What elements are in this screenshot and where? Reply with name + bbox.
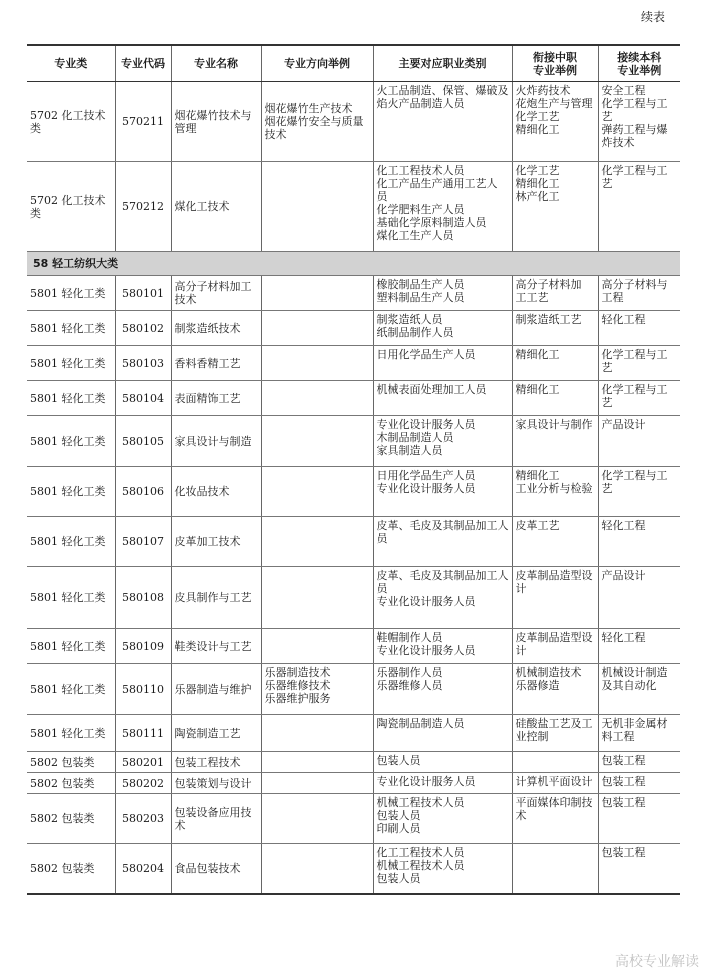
table-row	[27, 416, 680, 467]
category-cell: 5801 轻化工类	[27, 276, 115, 311]
col-secondary-header: 衔接中职 专业举例	[512, 45, 598, 82]
occupation-cell: 专业化设计服务人员 木制品制造人员 家具制造人员	[373, 416, 512, 467]
undergrad-major-cell: 化学工程与工 艺	[598, 346, 680, 381]
occupation-cell: 皮革、毛皮及其制品加工人 员	[373, 517, 512, 567]
category-cell: 5802 包装类	[27, 752, 115, 773]
occupation-cell: 日用化学品生产人员	[373, 346, 512, 381]
direction-cell	[261, 794, 373, 844]
code-cell: 580109	[115, 629, 171, 664]
category-cell: 5801 轻化工类	[27, 517, 115, 567]
code-cell: 580204	[115, 844, 171, 894]
category-cell: 5801 轻化工类	[27, 567, 115, 629]
category-cell: 5802 包装类	[27, 844, 115, 894]
code-cell: 580101	[115, 276, 171, 311]
undergrad-major-cell: 轻化工程	[598, 517, 680, 567]
table-row	[27, 162, 680, 252]
continued-label: 续表	[640, 10, 665, 24]
table-row	[27, 567, 680, 629]
code-cell: 580105	[115, 416, 171, 467]
name-cell: 煤化工技术	[171, 162, 261, 252]
undergrad-major-cell: 化学工程与工 艺	[598, 467, 680, 517]
table-row	[27, 629, 680, 664]
direction-cell	[261, 773, 373, 794]
occupation-cell: 制浆造纸人员 纸制品制作人员	[373, 311, 512, 346]
category-cell: 5801 轻化工类	[27, 381, 115, 416]
category-cell: 5702 化工技术类	[27, 82, 115, 162]
table-row	[27, 381, 680, 416]
undergrad-major-cell: 包装工程	[598, 794, 680, 844]
undergrad-major-cell: 包装工程	[598, 752, 680, 773]
name-cell: 包装策划与设计	[171, 773, 261, 794]
occupation-cell: 橡胶制品生产人员 塑料制品生产人员	[373, 276, 512, 311]
undergrad-major-cell: 安全工程 化学工程与工 艺 弹药工程与爆 炸技术	[598, 82, 680, 162]
secondary-major-cell: 计算机平面设计	[512, 773, 598, 794]
code-cell: 580203	[115, 794, 171, 844]
name-cell: 香料香精工艺	[171, 346, 261, 381]
secondary-major-cell: 皮革制品造型设 计	[512, 567, 598, 629]
col-occupation-header: 主要对应职业类别	[373, 45, 512, 82]
secondary-major-cell	[512, 844, 598, 894]
table-row	[27, 276, 680, 311]
name-cell: 烟花爆竹技术与管理	[171, 82, 261, 162]
undergrad-major-cell: 包装工程	[598, 844, 680, 894]
direction-cell	[261, 517, 373, 567]
category-cell: 5801 轻化工类	[27, 715, 115, 752]
code-cell: 580104	[115, 381, 171, 416]
secondary-major-cell: 家具设计与制作	[512, 416, 598, 467]
undergrad-major-cell: 高分子材料与 工程	[598, 276, 680, 311]
name-cell: 表面精饰工艺	[171, 381, 261, 416]
direction-cell	[261, 629, 373, 664]
undergrad-major-cell: 产品设计	[598, 567, 680, 629]
secondary-major-cell: 火炸药技术 花炮生产与管理 化学工艺 精细化工	[512, 82, 598, 162]
occupation-cell: 陶瓷制品制造人员	[373, 715, 512, 752]
secondary-major-cell: 精细化工 工业分析与检验	[512, 467, 598, 517]
category-cell: 5801 轻化工类	[27, 416, 115, 467]
table-row	[27, 844, 680, 894]
code-cell: 580110	[115, 664, 171, 715]
table-row	[27, 82, 680, 162]
name-cell: 陶瓷制造工艺	[171, 715, 261, 752]
occupation-cell: 专业化设计服务人员	[373, 773, 512, 794]
secondary-major-cell: 制浆造纸工艺	[512, 311, 598, 346]
secondary-major-cell: 皮革制品造型设 计	[512, 629, 598, 664]
col-undergrad-header: 接续本科 专业举例	[598, 45, 680, 82]
occupation-cell: 火工品制造、保管、爆破及 焰火产品制造人员	[373, 82, 512, 162]
major-catalog-table	[27, 44, 680, 895]
watermark-text: 高校专业解读	[615, 954, 699, 970]
direction-cell: 烟花爆竹生产技术 烟花爆竹安全与质量 技术	[261, 82, 373, 162]
undergrad-major-cell: 轻化工程	[598, 629, 680, 664]
undergrad-major-cell: 机械设计制造 及其自动化	[598, 664, 680, 715]
code-cell: 580202	[115, 773, 171, 794]
undergrad-major-cell: 轻化工程	[598, 311, 680, 346]
undergrad-major-cell: 化学工程与工 艺	[598, 381, 680, 416]
name-cell: 皮具制作与工艺	[171, 567, 261, 629]
direction-cell	[261, 715, 373, 752]
secondary-major-cell: 精细化工	[512, 346, 598, 381]
category-cell: 5702 化工技术类	[27, 162, 115, 252]
name-cell: 食品包装技术	[171, 844, 261, 894]
undergrad-major-cell: 包装工程	[598, 773, 680, 794]
col-direction-header: 专业方向举例	[261, 45, 373, 82]
category-cell: 5802 包装类	[27, 794, 115, 844]
code-cell: 570212	[115, 162, 171, 252]
category-cell: 5801 轻化工类	[27, 664, 115, 715]
name-cell: 皮革加工技术	[171, 517, 261, 567]
occupation-cell: 包装人员	[373, 752, 512, 773]
code-cell: 580201	[115, 752, 171, 773]
category-cell: 5801 轻化工类	[27, 346, 115, 381]
secondary-major-cell: 高分子材料加 工工艺	[512, 276, 598, 311]
col-name-header: 专业名称	[171, 45, 261, 82]
occupation-cell: 化工工程技术人员 机械工程技术人员 包装人员	[373, 844, 512, 894]
undergrad-major-cell: 无机非金属材 料工程	[598, 715, 680, 752]
section-title: 58 轻工纺织大类	[27, 252, 680, 276]
table-row	[27, 311, 680, 346]
direction-cell	[261, 467, 373, 517]
occupation-cell: 化工工程技术人员 化工产品生产通用工艺人 员 化学肥料生产人员 基础化学原料制造人员 煤化工生产人员	[373, 162, 512, 252]
category-cell: 5802 包装类	[27, 773, 115, 794]
name-cell: 包装工程技术	[171, 752, 261, 773]
occupation-cell: 乐器制作人员 乐器维修人员	[373, 664, 512, 715]
undergrad-major-cell: 产品设计	[598, 416, 680, 467]
table-row	[27, 773, 680, 794]
category-cell: 5801 轻化工类	[27, 629, 115, 664]
table-row	[27, 752, 680, 773]
table-row	[27, 664, 680, 715]
secondary-major-cell: 硅酸盐工艺及工 业控制	[512, 715, 598, 752]
direction-cell	[261, 276, 373, 311]
occupation-cell: 皮革、毛皮及其制品加工人 员 专业化设计服务人员	[373, 567, 512, 629]
name-cell: 鞋类设计与工艺	[171, 629, 261, 664]
code-cell: 580103	[115, 346, 171, 381]
undergrad-major-cell: 化学工程与工 艺	[598, 162, 680, 252]
category-cell: 5801 轻化工类	[27, 311, 115, 346]
code-cell: 580107	[115, 517, 171, 567]
secondary-major-cell: 平面媒体印制技 术	[512, 794, 598, 844]
name-cell: 化妆品技术	[171, 467, 261, 517]
direction-cell	[261, 162, 373, 252]
direction-cell	[261, 346, 373, 381]
table-row	[27, 467, 680, 517]
occupation-cell: 鞋帽制作人员 专业化设计服务人员	[373, 629, 512, 664]
secondary-major-cell	[512, 752, 598, 773]
occupation-cell: 日用化学品生产人员 专业化设计服务人员	[373, 467, 512, 517]
code-cell: 570211	[115, 82, 171, 162]
table-row	[27, 346, 680, 381]
col-category-header: 专业类	[27, 45, 115, 82]
secondary-major-cell: 精细化工	[512, 381, 598, 416]
col-code-header: 专业代码	[115, 45, 171, 82]
code-cell: 580108	[115, 567, 171, 629]
table-row	[27, 715, 680, 752]
name-cell: 高分子材料加工技术	[171, 276, 261, 311]
section-row	[27, 252, 680, 276]
code-cell: 580102	[115, 311, 171, 346]
occupation-cell: 机械表面处理加工人员	[373, 381, 512, 416]
direction-cell	[261, 844, 373, 894]
name-cell: 制浆造纸技术	[171, 311, 261, 346]
direction-cell	[261, 381, 373, 416]
direction-cell: 乐器制造技术 乐器维修技术 乐器维护服务	[261, 664, 373, 715]
category-cell: 5801 轻化工类	[27, 467, 115, 517]
secondary-major-cell: 化学工艺 精细化工 林产化工	[512, 162, 598, 252]
direction-cell	[261, 567, 373, 629]
name-cell: 家具设计与制造	[171, 416, 261, 467]
table-row	[27, 517, 680, 567]
direction-cell	[261, 752, 373, 773]
name-cell: 包装设备应用技术	[171, 794, 261, 844]
direction-cell	[261, 311, 373, 346]
secondary-major-cell: 皮革工艺	[512, 517, 598, 567]
secondary-major-cell: 机械制造技术 乐器修造	[512, 664, 598, 715]
code-cell: 580111	[115, 715, 171, 752]
direction-cell	[261, 416, 373, 467]
header-row	[27, 45, 680, 82]
name-cell: 乐器制造与维护	[171, 664, 261, 715]
table-row	[27, 794, 680, 844]
occupation-cell: 机械工程技术人员 包装人员 印刷人员	[373, 794, 512, 844]
code-cell: 580106	[115, 467, 171, 517]
